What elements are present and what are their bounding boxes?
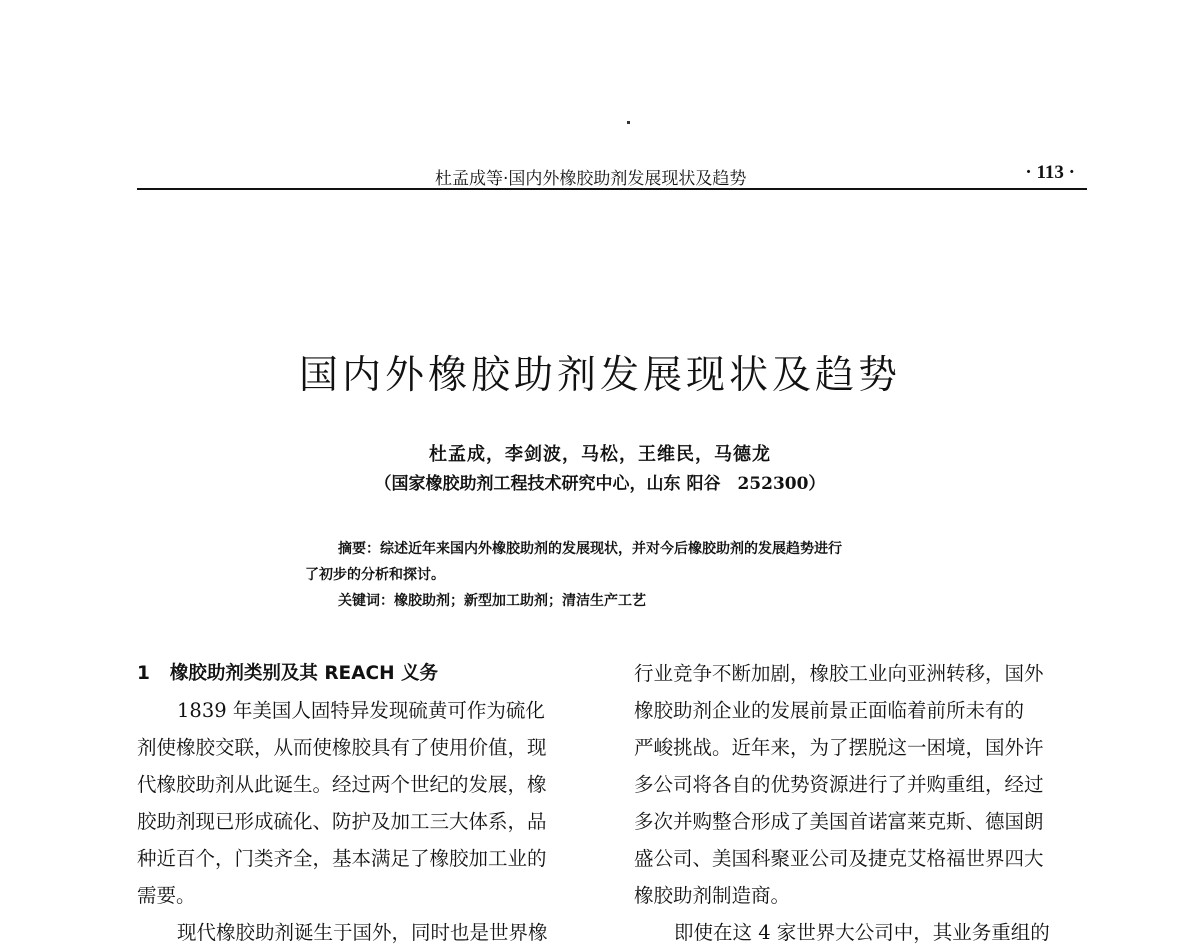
abstract-text-line-1: 摘要：综述近年来国内外橡胶助剂的发展现状，并对今后橡胶助剂的发展趋势进行: [338, 541, 842, 557]
body-line: 剂使橡胶交联，从而使橡胶具有了使用价值，现: [137, 736, 547, 759]
body-line: 胶助剂现已形成硫化、防护及加工三大体系，品: [137, 810, 547, 833]
body-line: 橡胶助剂制造商。: [634, 884, 791, 907]
running-title: 杜孟成等·国内外橡胶助剂发展现状及趋势: [435, 169, 747, 189]
body-line: 需要。: [137, 884, 196, 907]
body-line: 多次并购整合形成了美国首诺富莱克斯、德国朗: [634, 810, 1044, 833]
body-line: 行业竞争不断加剧，橡胶工业向亚洲转移，国外: [634, 662, 1044, 685]
body-line: 多公司将各自的优势资源进行了并购重组，经过: [634, 773, 1044, 796]
running-header: [137, 162, 1087, 190]
affiliation: （国家橡胶助剂工程技术研究中心，山东 阳谷 252300）: [374, 474, 826, 494]
body-line: 盛公司、美国科聚亚公司及捷克艾格福世界四大: [634, 847, 1044, 870]
body-line: 代橡胶助剂从此诞生。经过两个世纪的发展，橡: [137, 773, 547, 796]
abstract-text-line-2: 了初步的分析和探讨。: [305, 567, 445, 583]
left-column: [137, 655, 589, 951]
section-heading: [137, 655, 589, 692]
abstract-block: [305, 536, 925, 614]
body-line: 即使在这 4 家世界大公司中，其业务重组的: [674, 921, 1050, 944]
article-title: 国内外橡胶助剂发展现状及趋势: [298, 353, 901, 399]
page-number: · 113 ·: [1025, 162, 1075, 183]
scan-speck: [627, 121, 630, 124]
body-line: 种近百个，门类齐全，基本满足了橡胶加工业的: [137, 847, 547, 870]
body-line: 1839 年美国人固特异发现硫黄可作为硫化: [177, 699, 545, 722]
section-number: 1: [137, 663, 150, 684]
right-column: [634, 655, 1086, 951]
body-line: 现代橡胶助剂诞生于国外，同时也是世界橡: [177, 921, 548, 944]
body-line: 橡胶助剂企业的发展前景正面临着前所未有的: [634, 699, 1025, 722]
section-title: 橡胶助剂类别及其 REACH 义务: [169, 663, 439, 684]
keywords: 关键词：橡胶助剂；新型加工助剂；清洁生产工艺: [338, 593, 646, 609]
body-line: 严峻挑战。近年来，为了摆脱这一困境，国外许: [634, 736, 1044, 759]
author-list: 杜孟成，李剑波，马松，王维民，马德龙: [429, 444, 771, 465]
